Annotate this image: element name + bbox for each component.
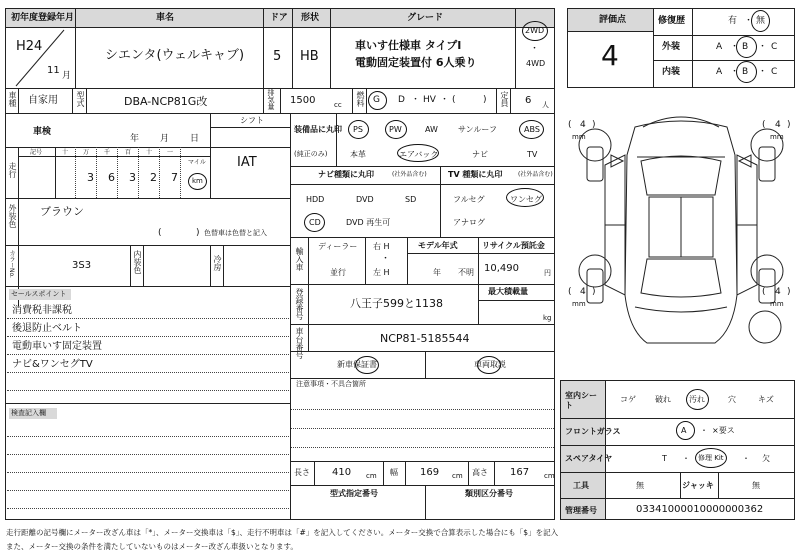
equip-airbag: エアバック <box>399 150 439 159</box>
reg-no-value: 八王子599と1138 <box>350 297 443 310</box>
equip-leather: 本革 <box>350 150 366 159</box>
ext-b: B <box>742 42 749 52</box>
mileage-digit-1: 3 <box>87 171 94 184</box>
tools-label: 工具 <box>573 481 589 490</box>
notation-label: 記号 <box>30 149 43 156</box>
height-label: 高さ <box>472 468 488 477</box>
color-no-value: 3S3 <box>72 260 92 271</box>
repair-none: 無 <box>756 16 766 26</box>
chassis-label: 車台番号 <box>295 327 304 359</box>
length-unit: cm <box>366 472 377 480</box>
shift-value: IAT <box>237 155 257 170</box>
sheet-label: 室内シート <box>565 391 597 410</box>
height-unit: cm <box>544 472 555 480</box>
repair-yes: 有 <box>728 16 738 26</box>
body-shape: HB <box>300 49 319 64</box>
mileage-digit-4: 2 <box>150 171 157 184</box>
tire-rr-depth: 4 <box>775 287 781 297</box>
equip-aw: AW <box>425 125 438 134</box>
footer-line-2: また、メーター交換の条件を満たしていないものはメーター改ざん車扱いとなります。 <box>6 542 298 551</box>
sales-points-label: セールスポイント <box>11 290 67 298</box>
equip-navi: ナビ <box>472 150 488 159</box>
int-dot2: ・ <box>758 67 768 77</box>
mileage-digit-2: 6 <box>108 171 115 184</box>
capacity-value: 6 <box>525 95 532 106</box>
exterior-label: 外装 <box>662 42 681 52</box>
drive-dot: ・ <box>530 44 540 54</box>
category-class-label: 類別区分番号 <box>465 489 513 498</box>
width-value: 169 <box>420 467 440 478</box>
length-label: 長さ <box>294 468 310 477</box>
new-warranty: 新車保証書 <box>337 360 377 369</box>
fuel-paren-open: ( <box>452 95 456 105</box>
shape-label: 形状 <box>301 13 320 23</box>
sales-point-2: 後退防止ベルト <box>12 323 82 334</box>
spare-dot1: ・ <box>682 454 690 463</box>
fuel-label: 燃料 <box>356 91 365 107</box>
mgmt-no-value: 03341000010000000362 <box>636 504 764 515</box>
tire-rl-open: ( <box>568 287 572 297</box>
tv-oneseg: ワンセグ <box>510 195 542 204</box>
equip-abs: ABS <box>524 125 540 134</box>
max-load-unit: kg <box>543 314 552 322</box>
navi-sd: SD <box>405 195 417 204</box>
footer-line-1: 走行距離の記号欄にメーター改ざん車は「*」、メーター交換車は「$」、走行不明車は「#」を記入してください。メーター交換で合算表示した場合にも「$」を記入 <box>6 528 559 537</box>
sales-point-1: 消費税非課税 <box>12 305 72 316</box>
displacement-unit: cc <box>334 101 342 109</box>
model-code: DBA-NCP81G改 <box>124 95 208 108</box>
capacity-label: 定員 <box>500 91 509 107</box>
tire-rl-mm: mm <box>572 300 586 308</box>
equip-ps: PS <box>353 125 363 134</box>
spare-tire-label: スペアタイヤ <box>565 454 613 463</box>
navi-circle-label: ナビ種類に丸印 <box>318 170 374 179</box>
grade-line-1: 車いす仕様車 タイプⅠ <box>355 39 462 52</box>
int-a: A <box>716 67 723 77</box>
width-unit: cm <box>452 472 463 480</box>
digit-head-1: 十 <box>62 149 69 156</box>
int-c: C <box>771 67 778 77</box>
navi-dvd: DVD <box>356 195 374 204</box>
equip-sunroof: サンルーフ <box>458 125 497 134</box>
mileage-digit-3: 3 <box>129 171 136 184</box>
digit-head-3: 千 <box>104 149 111 156</box>
spare-t: T <box>662 454 667 463</box>
sheet-tear: 破れ <box>655 395 671 404</box>
int-dot1: ・ <box>730 67 740 77</box>
handle-dot: ・ <box>381 254 391 264</box>
tire-rr-close: ) <box>787 287 791 297</box>
int-b: B <box>742 67 749 77</box>
ext-c: C <box>771 42 778 52</box>
inspection-year: 年 <box>130 134 140 144</box>
equipment-circle-label: 装備品に丸印 <box>294 125 342 134</box>
navi-cd: CD <box>309 218 321 227</box>
tv-analog: アナログ <box>453 218 485 227</box>
inspection-label: 車検 <box>33 127 52 137</box>
navi-hdd: HDD <box>306 195 325 204</box>
equipment-note: (純正のみ) <box>294 150 328 158</box>
mile-label: マイル <box>188 159 206 166</box>
model-label: 型式 <box>76 91 85 107</box>
shift-label: シフト <box>240 116 264 125</box>
windshield-dot: ・ <box>700 426 708 435</box>
tire-fl-close: ) <box>592 120 596 130</box>
digit-head-2: 万 <box>83 149 90 156</box>
model-year-unknown: 不明 <box>458 268 474 277</box>
doors-label: ドア <box>270 13 288 23</box>
sheet-stain: 汚れ <box>689 395 705 404</box>
model-year-label: モデル年式 <box>418 241 458 250</box>
fuel-dot1: ・ <box>411 95 421 105</box>
displacement-label: 排気量 <box>267 89 275 110</box>
fuel-paren-close: ) <box>483 95 487 105</box>
car-name-label: 車名 <box>156 13 175 23</box>
recycle-yen: 円 <box>544 269 551 277</box>
sheet-hole: 穴 <box>728 395 736 404</box>
mgmt-no-label: 管理番号 <box>565 506 597 515</box>
tv-circle-label: TV 種類に丸印 <box>448 170 503 179</box>
reg-month-unit: 月 <box>62 71 72 81</box>
tire-rl-close: ) <box>592 287 596 297</box>
windshield-repair: ×要ス <box>712 426 735 435</box>
vehicle-manual: 車両取説 <box>474 360 506 369</box>
displacement-value: 1500 <box>290 95 316 106</box>
inspection-day: 日 <box>190 134 200 144</box>
drive-2wd: 2WD <box>525 26 545 35</box>
tools-value: 無 <box>636 481 644 490</box>
import-parallel: 並行 <box>330 268 346 277</box>
drive-4wd: 4WD <box>526 59 546 68</box>
fuel-g: G <box>373 95 380 105</box>
spare-dot2: ・ <box>742 454 750 463</box>
grade-line-2: 電動固定装置付 6人乗り <box>355 56 477 69</box>
right-handle: 右 H <box>373 242 390 251</box>
type-designation-label: 型式指定番号 <box>330 489 378 498</box>
interior-color-label: 内装色 <box>133 250 142 274</box>
fuel-dot2: ・ <box>440 95 450 105</box>
ext-dot1: ・ <box>730 42 740 52</box>
recycle-value: 10,490 <box>484 263 519 274</box>
equip-tv: TV <box>527 150 538 159</box>
exterior-color-value: ブラウン <box>40 205 84 218</box>
color-paren-close: ) <box>196 228 200 238</box>
tire-fr-open: ( <box>762 120 766 130</box>
tire-rr-mm: mm <box>770 300 784 308</box>
recycle-label: リサイクル預託金 <box>482 241 545 250</box>
import-label: 輸入車 <box>295 247 304 271</box>
repair-history-label: 修復歴 <box>658 16 686 26</box>
fridge-label: 冷房 <box>213 255 222 271</box>
sheet-scorch: コゲ <box>620 395 636 404</box>
jack-value: 無 <box>752 481 760 490</box>
sales-point-4: ナビ&ワンセグTV <box>12 359 93 370</box>
repair-dot: ・ <box>744 16 754 26</box>
reg-no-label: 登録番号 <box>295 288 304 320</box>
color-change-note: 色替車は色替と記入 <box>204 229 267 237</box>
width-label: 幅 <box>390 468 398 477</box>
sheet-scratch: キズ <box>758 395 774 404</box>
navi-dvd-play: DVD 再生可 <box>346 218 391 227</box>
capacity-unit: 人 <box>542 101 549 109</box>
door-count: 5 <box>273 49 282 64</box>
digit-head-5: 十 <box>146 149 153 156</box>
left-handle: 左 H <box>373 268 390 277</box>
ext-dot2: ・ <box>758 42 768 52</box>
km-label: km <box>192 177 203 185</box>
inspector-notes-label: 検査記入欄 <box>11 409 46 417</box>
fuel-d: D <box>398 95 405 105</box>
reg-month: 11 <box>47 65 60 76</box>
color-no-label: カラーNo. <box>8 250 15 278</box>
equip-pw: PW <box>389 125 402 134</box>
inspection-month: 月 <box>160 134 170 144</box>
ext-a: A <box>716 42 723 52</box>
windshield-label: フロントガラス <box>565 427 621 436</box>
tire-fr-depth: 4 <box>775 120 781 130</box>
notes-label: 注意事項・不具合箇所 <box>296 380 366 388</box>
tire-rr-open: ( <box>762 287 766 297</box>
score-label: 評価点 <box>599 15 627 25</box>
model-year-unit: 年 <box>433 268 441 277</box>
max-load-label: 最大積載量 <box>488 287 528 296</box>
windshield-a: A <box>681 426 687 435</box>
era-year: H24 <box>16 39 43 54</box>
interior-label: 内装 <box>662 67 681 77</box>
height-value: 167 <box>510 467 530 478</box>
tv-fullseg: フルセグ <box>453 195 485 204</box>
tire-fl-mm: mm <box>572 133 586 141</box>
first-reg-label: 初年度登録年月 <box>11 13 75 23</box>
car-diagram <box>565 95 797 375</box>
exterior-color-label: 外装色 <box>8 204 17 228</box>
spare-kit: 修理 Kit <box>698 454 724 462</box>
sales-point-3: 電動車いす固定装置 <box>12 341 102 352</box>
fuel-hv: HV <box>423 95 436 105</box>
digit-head-6: 一 <box>167 149 174 156</box>
score-value: 4 <box>601 39 619 72</box>
car-name: シエンタ(ウェルキャブ) <box>105 48 245 63</box>
tire-fr-mm: mm <box>770 133 784 141</box>
navi-aftermarket: (社外品含む) <box>392 171 427 178</box>
length-value: 410 <box>332 467 352 478</box>
tire-fr-close: ) <box>787 120 791 130</box>
tire-rl-depth: 4 <box>580 287 586 297</box>
tire-fl-open: ( <box>568 120 572 130</box>
chassis-value: NCP81-5185544 <box>380 332 470 345</box>
use-type: 自家用 <box>28 95 58 106</box>
mileage-label: 走行 <box>8 162 17 178</box>
color-paren-open: ( <box>158 228 162 238</box>
digit-head-4: 百 <box>125 149 132 156</box>
import-dealer: ディーラー <box>318 242 358 251</box>
category-label: 車種 <box>8 91 17 107</box>
tv-aftermarket: (社外品含む) <box>518 171 553 178</box>
mileage-digit-5: 7 <box>171 171 178 184</box>
spare-none: 欠 <box>762 454 770 463</box>
jack-label: ジャッキ <box>682 481 714 490</box>
tire-fl-depth: 4 <box>580 120 586 130</box>
grade-label: グレード <box>407 13 444 23</box>
